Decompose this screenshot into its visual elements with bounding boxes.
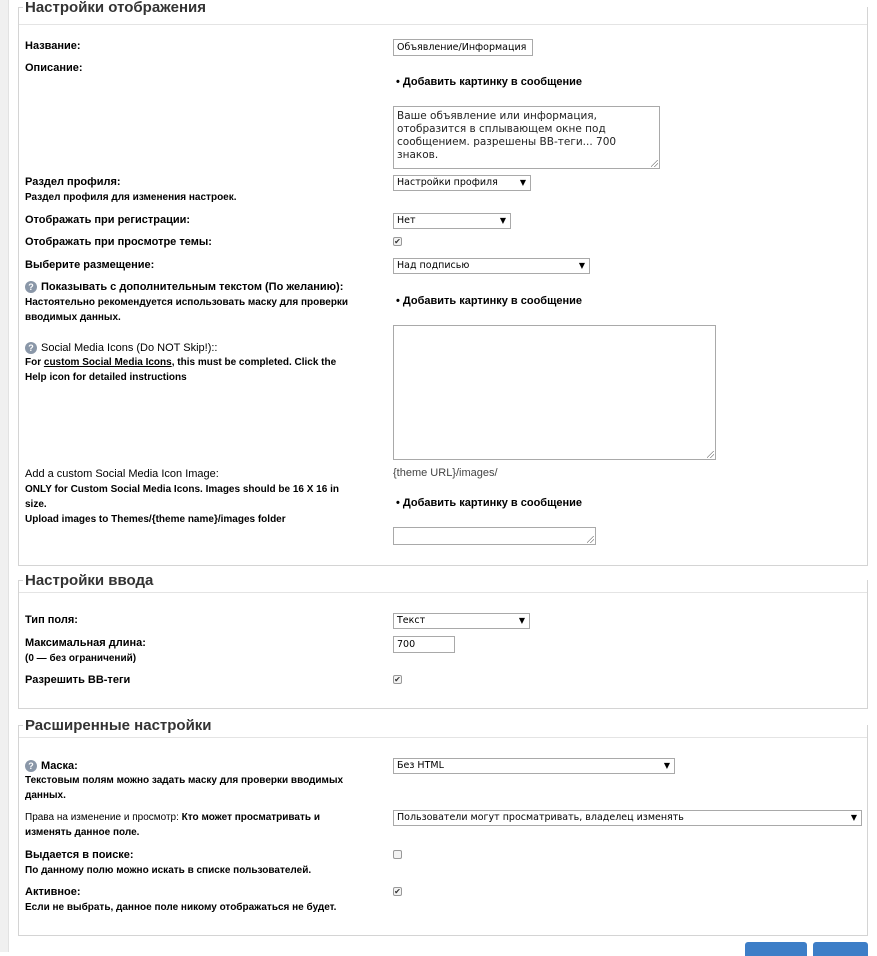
profile-section-desc: Раздел профиля для изменения настроек.: [25, 192, 237, 203]
mask-label: [25, 759, 78, 774]
chevron-down-icon: ▼: [663, 761, 670, 770]
advanced-settings-fieldset: [18, 717, 868, 936]
social-label-text: Social Media Icons (Do NOT Skip!)::: [41, 342, 218, 354]
max-length-input[interactable]: 700: [393, 636, 455, 653]
active-desc: Если не выбрать, данное поле никому отображаться не будет.: [25, 902, 337, 913]
resize-grip-icon[interactable]: [587, 536, 594, 543]
name-label: Название:: [25, 40, 81, 52]
active-label: Активное:: [25, 886, 81, 898]
add-image-link[interactable]: • Добавить картинку в сообщение: [396, 497, 583, 509]
description-text: Ваше объявление или информация, отобразится в сплывающем окне под сообщением. разрешены ВВ-теги... 700 знаков.: [397, 110, 617, 161]
save-button[interactable]: [745, 942, 807, 956]
left-border: [0, 0, 9, 952]
permissions-select[interactable]: [393, 810, 862, 826]
divider: [19, 592, 867, 593]
chevron-down-icon: ▼: [519, 178, 526, 187]
chevron-down-icon: ▼: [578, 261, 585, 270]
help-icon[interactable]: ?: [25, 281, 37, 293]
active-checkbox[interactable]: ✔: [394, 887, 401, 896]
name-input[interactable]: Объявление/Информация: [393, 39, 533, 56]
mask-select[interactable]: [393, 758, 675, 774]
mask-desc: Текстовым полям можно задать маску для проверки вводимых данных.: [25, 775, 344, 801]
divider: [19, 737, 867, 738]
mask-value: Без HTML: [397, 760, 444, 771]
permissions-label-text: Права на изменение и просмотр:: [25, 812, 179, 823]
add-image-link[interactable]: • Добавить картинку в сообщение: [396, 295, 583, 307]
custom-icon-desc: ONLY for Custom Social Media Icons. Images should be 16 X 16 in size.: [25, 484, 339, 510]
social-desc: [25, 355, 355, 385]
field-type-select[interactable]: [393, 613, 530, 629]
searchable-label: Выдается в поиске:: [25, 849, 134, 861]
social-icons-textarea[interactable]: [393, 325, 716, 460]
field-type-value: Текст: [397, 615, 426, 626]
profile-section-select[interactable]: [393, 175, 531, 191]
custom-icon-textarea[interactable]: [393, 527, 596, 545]
profile-section-value: Настройки профиля: [397, 177, 498, 188]
searchable-checkbox[interactable]: [393, 850, 402, 859]
show-on-register-value: Нет: [397, 215, 416, 226]
field-type-label: Тип поля:: [25, 614, 78, 626]
input-settings-title: Настройки ввода: [25, 572, 154, 589]
display-settings-fieldset: [18, 0, 868, 566]
display-settings-title: Настройки отображения: [25, 0, 206, 16]
placement-label: Выберите размещение:: [25, 259, 155, 271]
searchable-desc: По данному полю можно искать в списке пользователей.: [25, 865, 312, 876]
resize-grip-icon[interactable]: [707, 451, 714, 458]
placement-value: Над подписью: [397, 260, 470, 271]
show-on-topic-checkbox[interactable]: ✔: [394, 237, 401, 246]
mask-label-text: Маска:: [41, 760, 78, 772]
custom-icon-label: Add a custom Social Media Icon Image:: [25, 468, 219, 480]
custom-icon-upload-desc: Upload images to Themes/{theme name}/images folder: [25, 514, 286, 525]
social-desc-prefix: For: [25, 357, 44, 368]
add-image-link[interactable]: • Добавить картинку в сообщение: [396, 76, 583, 88]
theme-url-hint: {theme URL}/images/: [393, 467, 498, 479]
social-desc-suffix: , this must be completed. Click the Help icon for detailed instructions: [25, 357, 337, 383]
description-textarea[interactable]: [393, 106, 660, 169]
input-settings-fieldset: [18, 572, 868, 709]
show-on-register-label: Отображать при регистрации:: [25, 214, 191, 226]
placement-select[interactable]: [393, 258, 590, 274]
permissions-label: [25, 810, 355, 840]
chevron-down-icon: ▼: [499, 216, 506, 225]
social-icons-link[interactable]: custom Social Media Icons: [43, 357, 172, 368]
divider: [19, 24, 867, 25]
permissions-desc: Кто может просматривать и изменять данное поле.: [25, 812, 320, 838]
show-on-topic-label: Отображать при просмотре темы:: [25, 236, 212, 248]
description-label: Описание:: [25, 62, 83, 74]
chevron-down-icon: ▼: [518, 616, 525, 625]
profile-section-label: Раздел профиля:: [25, 176, 121, 188]
advanced-settings-title: Расширенные настройки: [25, 717, 212, 734]
delete-button[interactable]: [813, 942, 868, 956]
bbc-checkbox[interactable]: ✔: [394, 675, 401, 684]
social-label: [25, 341, 217, 356]
resize-grip-icon[interactable]: [651, 160, 658, 167]
max-length-label: Максимальная длина:: [25, 637, 146, 649]
help-icon[interactable]: ?: [25, 760, 37, 772]
extra-text-label-text: Показывать с дополнительным текстом (По желанию):: [41, 281, 344, 293]
help-icon[interactable]: ?: [25, 342, 37, 354]
permissions-value: Пользователи могут просматривать, владелец изменять: [397, 812, 684, 823]
extra-text-desc: Настоятельно рекомендуется использовать маску для проверки вводимых данных.: [25, 297, 349, 323]
max-length-desc: (0 — без ограничений): [25, 653, 137, 664]
show-on-register-select[interactable]: [393, 213, 511, 229]
extra-text-label: [25, 280, 343, 295]
chevron-down-icon: ▼: [850, 813, 857, 822]
bbc-label: Разрешить ВВ-теги: [25, 674, 131, 686]
